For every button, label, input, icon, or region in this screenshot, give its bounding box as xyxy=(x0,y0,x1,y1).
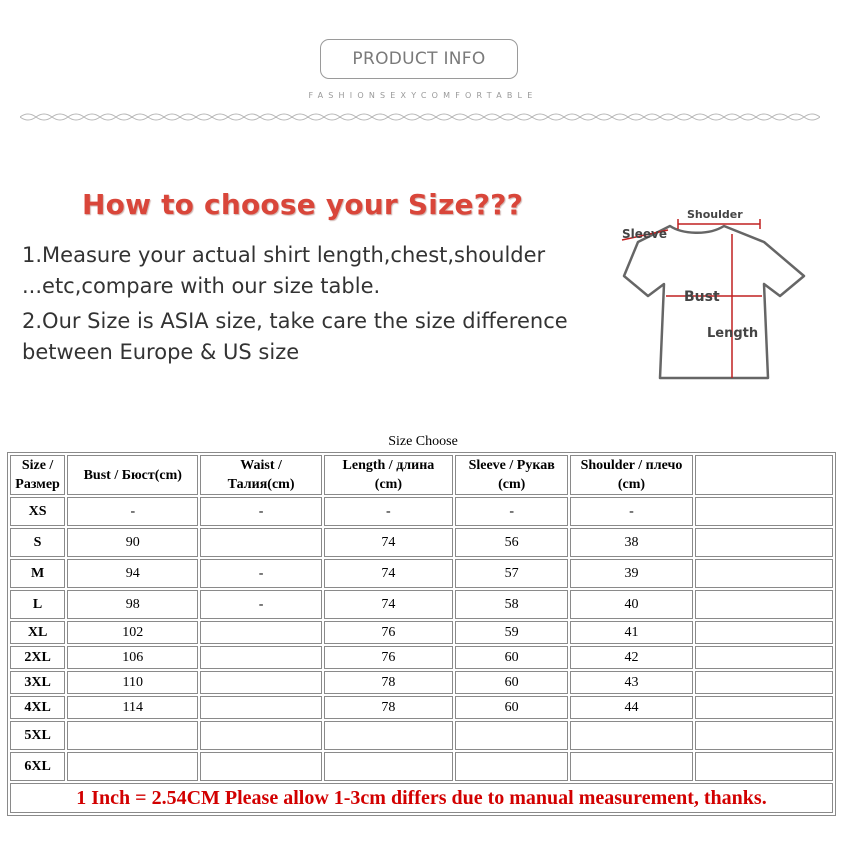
table-cell xyxy=(67,721,198,750)
column-header-line: Waist / xyxy=(240,458,282,473)
table-cell xyxy=(324,721,453,750)
table-header-row xyxy=(10,455,833,495)
table-cell: 102 xyxy=(67,621,198,644)
instruction-2 xyxy=(22,306,568,368)
table-cell: 94 xyxy=(67,559,198,588)
table-cell xyxy=(695,621,833,644)
table-row xyxy=(10,528,833,557)
table-cell: - xyxy=(200,559,321,588)
size-table-caption: Size Choose xyxy=(388,434,458,449)
table-cell xyxy=(455,752,568,781)
table-row xyxy=(10,646,833,669)
size-label-cell: M xyxy=(10,559,65,588)
table-cell: - xyxy=(200,497,321,526)
table-cell xyxy=(67,752,198,781)
size-label-cell: 4XL xyxy=(10,696,65,719)
column-header xyxy=(695,455,833,495)
table-cell: 106 xyxy=(67,646,198,669)
table-cell xyxy=(200,721,321,750)
table-cell: 110 xyxy=(67,671,198,694)
measurement-note: 1 Inch = 2.54CM Please allow 1-3cm differs due to manual measurement, thanks. xyxy=(10,783,833,813)
size-label-cell: 5XL xyxy=(10,721,65,750)
instruction-1 xyxy=(22,240,545,302)
table-cell xyxy=(200,752,321,781)
table-cell: 44 xyxy=(570,696,692,719)
table-cell xyxy=(695,528,833,557)
column-header xyxy=(200,455,321,495)
table-cell: 40 xyxy=(570,590,692,619)
table-cell xyxy=(570,752,692,781)
instruction-1-line-a: 1.Measure your actual shirt length,chest,shoulder xyxy=(22,243,546,267)
column-header-line: Length / длина xyxy=(342,458,435,473)
table-cell: 58 xyxy=(455,590,568,619)
column-header-line: Shoulder / плечо xyxy=(580,458,683,473)
table-cell: 76 xyxy=(324,646,453,669)
table-cell: 60 xyxy=(455,671,568,694)
column-header xyxy=(67,455,198,495)
column-header xyxy=(570,455,692,495)
column-header xyxy=(455,455,568,495)
table-cell: 59 xyxy=(455,621,568,644)
shoulder-label: Shoulder xyxy=(687,208,743,221)
table-cell: 76 xyxy=(324,621,453,644)
table-cell: - xyxy=(455,497,568,526)
table-cell: 74 xyxy=(324,528,453,557)
size-label-cell: XL xyxy=(10,621,65,644)
table-cell: 74 xyxy=(324,559,453,588)
table-cell: - xyxy=(200,590,321,619)
table-cell: - xyxy=(67,497,198,526)
size-guide-title: How to choose your Size??? xyxy=(82,188,524,221)
size-label-cell: L xyxy=(10,590,65,619)
table-row xyxy=(10,671,833,694)
table-row xyxy=(10,752,833,781)
size-table xyxy=(7,452,836,816)
table-cell: 114 xyxy=(67,696,198,719)
shirt-measurement-diagram xyxy=(612,200,812,385)
table-cell: 78 xyxy=(324,671,453,694)
table-cell: - xyxy=(570,497,692,526)
table-cell xyxy=(200,671,321,694)
table-row xyxy=(10,497,833,526)
table-cell: - xyxy=(324,497,453,526)
wave-divider xyxy=(20,108,820,126)
table-cell: 41 xyxy=(570,621,692,644)
table-cell xyxy=(455,721,568,750)
table-row xyxy=(10,590,833,619)
column-header-line: Bust / Бюст(cm) xyxy=(83,467,182,483)
product-info-button[interactable]: PRODUCT INFO xyxy=(320,39,518,79)
column-header-line: (cm) xyxy=(498,477,526,492)
size-label-cell: 2XL xyxy=(10,646,65,669)
column-header-line: Sleeve / Рукав xyxy=(468,458,555,473)
column-header xyxy=(10,455,65,495)
bust-label: Bust xyxy=(684,289,720,305)
column-header xyxy=(324,455,453,495)
table-cell xyxy=(200,528,321,557)
table-cell: 57 xyxy=(455,559,568,588)
table-cell xyxy=(695,497,833,526)
table-cell xyxy=(695,590,833,619)
size-label-cell: XS xyxy=(10,497,65,526)
instruction-1-line-b: ...etc,compare with our size table. xyxy=(22,274,381,298)
table-cell: 38 xyxy=(570,528,692,557)
table-row xyxy=(10,696,833,719)
table-cell xyxy=(695,752,833,781)
size-label-cell: 6XL xyxy=(10,752,65,781)
instruction-2-line-b: between Europe & US size xyxy=(22,340,300,364)
table-cell xyxy=(570,721,692,750)
table-cell xyxy=(324,752,453,781)
table-cell xyxy=(695,646,833,669)
column-header-line: Размер xyxy=(15,477,60,492)
table-cell xyxy=(200,696,321,719)
tagline: FASHIONSEXYCOMFORTABLE xyxy=(308,91,538,100)
table-note-row xyxy=(10,783,833,813)
table-cell: 90 xyxy=(67,528,198,557)
table-row xyxy=(10,721,833,750)
table-cell xyxy=(200,646,321,669)
sleeve-label: Sleeve xyxy=(622,227,667,241)
column-header-line: (cm) xyxy=(374,477,402,492)
table-cell xyxy=(200,621,321,644)
column-header-line: Талия(cm) xyxy=(227,477,295,492)
table-cell: 60 xyxy=(455,646,568,669)
table-row xyxy=(10,559,833,588)
table-cell: 78 xyxy=(324,696,453,719)
instruction-2-line-a: 2.Our Size is ASIA size, take care the size difference xyxy=(22,309,568,333)
table-cell: 74 xyxy=(324,590,453,619)
table-cell xyxy=(695,696,833,719)
table-cell: 39 xyxy=(570,559,692,588)
table-cell: 42 xyxy=(570,646,692,669)
table-row xyxy=(10,621,833,644)
table-cell xyxy=(695,559,833,588)
length-label: Length xyxy=(707,326,759,341)
table-cell: 43 xyxy=(570,671,692,694)
column-header-line: Size / xyxy=(21,458,54,473)
table-cell: 98 xyxy=(67,590,198,619)
size-label-cell: 3XL xyxy=(10,671,65,694)
table-cell xyxy=(695,671,833,694)
size-label-cell: S xyxy=(10,528,65,557)
column-header-line: (cm) xyxy=(617,477,646,492)
table-cell: 56 xyxy=(455,528,568,557)
table-cell xyxy=(695,721,833,750)
table-cell: 60 xyxy=(455,696,568,719)
